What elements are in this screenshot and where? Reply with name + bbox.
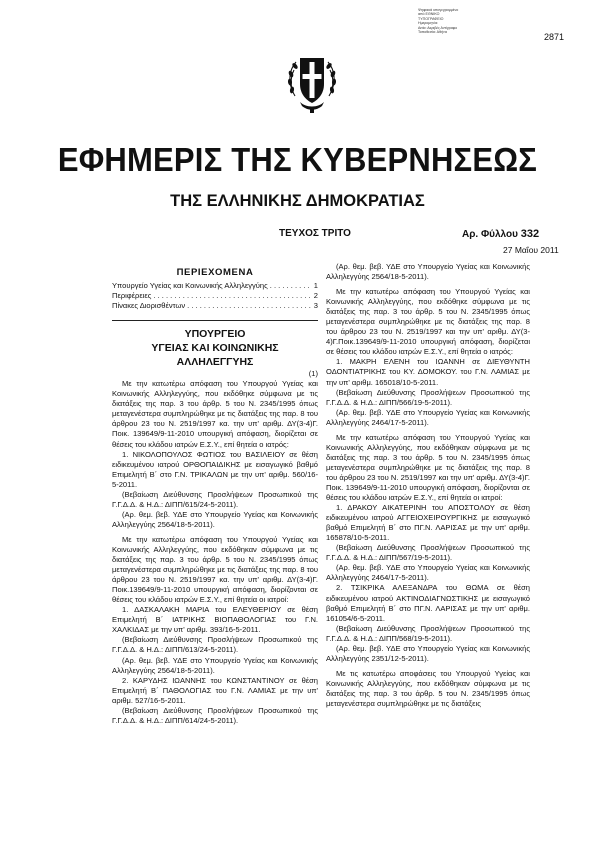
digital-signature-stamp [418, 8, 482, 34]
toc-item-text: Υπουργείο Υγείας και Κοινωνικής Αλληλεγγύης [112, 281, 268, 291]
stamp-line: Ημερομηνία: [418, 21, 439, 26]
contents-title: ΠΕΡΙΕΧΟΜΕΝΑ [176, 267, 254, 278]
paragraph: (Αρ. θεμ. βεβ. ΥΔΕ στο Υπουργείο Υγείας και Κοινωνικής Αλληλεγγύης 2564/18-5-2011). [326, 262, 530, 282]
toc-item[interactable] [112, 291, 318, 301]
paragraph: (Αρ. θεμ. βεβ. ΥΔΕ στο Υπουργείο Υγείας και Κοινωνικής Αλληλεγγύης 2564/18-5-2011). [112, 655, 318, 675]
toc-leader [270, 281, 312, 291]
ministry-heading [112, 327, 318, 369]
paragraph: 1. ΔΑΣΚΑΛΑΚΗ ΜΑΡΙΑ του ΕΛΕΥΘΕΡΙΟΥ σε θέση Επιμελητή Β΄ ΙΑΤΡΙΚΗΣ ΒΙΟΠΑΘΟΛΟΓΙΑΣ του Γ.Ν. ΧΑΛΚΙΔΑΣ με την υπ' αριθμ. 393/16-5-2011. [112, 605, 318, 635]
stamp-line: από ΕΘΝΙΚΟ [418, 12, 440, 17]
paragraph: Με την κατωτέρω απόφαση του Υπουργού Υγείας και Κοινωνικής Αλληλεγγύης, που εκδόθηκαν σύμφωνα με τις διατάξεις της παρ. 3 του άρθρ. 5 του Ν. 2345/1995 όπως μεταγενέστερα συμπληρώθηκε με τις διατάξεις της παρ. 8 του άρθρου 23 του Ν. 2519/1997 και την υπ' αριθμ. ΔΥ(3-4)Γ. Ποικ. 139649/9-11-2010 υπουργική απόφαση, διορίζονται σε θέσεις του κλάδου ιατρών Ε.Σ.Υ., επί θητεία οι ιατροί: [326, 432, 530, 503]
left-column [112, 262, 318, 726]
greek-coat-of-arms-icon [286, 52, 338, 116]
paragraph: 1. ΜΑΚΡΗ ΕΛΕΝΗ του ΙΩΑΝΝΗ σε ΔΙΕΥΘΥΝΤΗ ΟΔΟΝΤΙΑΤΡΙΚΗΣ του ΚΥ. ΔΟΜΟΚΟΥ. του Γ.Ν. ΛΑΜΙΑΣ με την υπ' αριθμ. 165018/10-5-2011. [326, 357, 530, 387]
paragraph: Με την κατωτέρω απόφαση του Υπουργού Υγείας και Κοινωνικής Αλληλεγγύης, που εκδόθηκε σύμφωνα με τις διατάξεις της παρ. 3 του άρθρ. 5 του Ν. 2345/1995 όπως μεταγενέστερα συμπληρώθηκε με τις διατάξεις της παρ. 8 του άρθρου 23 του Ν. 2519/1997 κα. την υπ' αριθμ. ΔΥ(3-4)Γ. Ποικ. 139649/9-11-2010 υπουργική απόφαση, διορίζεται σε θέσεις του κλάδου ιατρών Ε.Σ.Υ., επί θητεία ο ιατρός: [112, 379, 318, 449]
toc-item-page: 3 [313, 301, 318, 311]
gazette-title: ΕΦΗΜΕΡΙΣ ΤΗΣ ΚΥΒΕΡΝΗΣΕΩΣ [57, 140, 538, 179]
paragraph: 2. ΤΣΙΚΡΙΚΑ ΑΛΕΞΑΝΔΡΑ του ΘΩΜΑ σε θέση ειδικευμένου ιατρού ΑΚΤΙΝΟΔΙΑΓΝΩΣΤΙΚΗΣ με εισαγωγικό βαθμό Επιμελητή Β΄ στο ΠΓ.Ν. ΛΑΡΙΣΑΣ με την υπ' αριθμ. 161054/6-5-2011. [326, 583, 530, 623]
paragraph: 1. ΝΙΚΟΛΟΠΟΥΛΟΣ ΦΩΤΙΟΣ του ΒΑΣΙΛΕΙΟΥ σε θέση ειδικευμένου ιατρού ΟΡΘΟΠΑΙΔΙΚΗΣ με εισαγωγικό βαθμό Επιμελητή Β΄ στο Γ.Ν. ΤΡΙΚΑΛΩΝ με την υπ' αριθμ. 560/16-5-2011. [112, 449, 318, 489]
paragraph: Με τις κατωτέρω αποφάσεις του Υπουργού Υγείας και Κοινωνικής Αλληλεγγύης, που εκδόθηκαν σύμφωνα με τις διατάξεις της παρ. 3 του άρθρ. 5 του Ν. 2345/1995 όπως μεταγενέστερα συμπληρώθηκε με τις διατάξεις [326, 668, 530, 708]
paragraph: (Αρ. θεμ. βεβ. ΥΔΕ στο Υπουργείο Υγείας και Κοινωνικής Αλληλεγγύης 2464/17-5-2011). [326, 563, 530, 583]
paragraph: (Βεβαίωση Διεύθυνσης Προσλήψεων Προσωπικού της Γ.Γ.Δ.Δ. & Η.Δ.: ΔΙΠΠ/568/19-5-2011). [326, 623, 530, 643]
toc-item-page: 2 [313, 291, 318, 301]
ministry-heading-line: ΥΓΕΙΑΣ ΚΑΙ ΚΟΙΝΩΝΙΚΗΣ ΑΛΛΗΛΕΓΓΥΗΣ [151, 342, 279, 369]
stamp-line: Αιτία: Ακριβές Αντίγραφο [418, 25, 458, 30]
paragraph: 2. ΚΑΡΥΔΗΣ ΙΩΑΝΝΗΣ του ΚΩΝΣΤΑΝΤΙΝΟΥ σε θέση Επιμελητή Β΄ ΠΑΘΟΛΟΓΙΑΣ του Γ.Ν. ΛΑΜΙΑΣ με την υπ' αριθμ. 527/16-5-2011. [112, 675, 318, 705]
toc-item[interactable] [112, 281, 318, 291]
stamp-line: Τοποθεσία: Αθήνα [418, 30, 447, 35]
sheet-number-value: 332 [520, 228, 540, 240]
paragraph: (Βεβαίωση Διεύθυνσης Προσλήψεων Προσωπικού της Γ.Γ.Δ.Δ. & Η.Δ.: ΔΙΠΠ/567/19-5-2011). [326, 543, 530, 563]
sheet-number-label: Αρ. Φύλλου [462, 229, 518, 240]
toc-leader [153, 291, 311, 301]
paragraph: Με την κατωτέρω απόφαση του Υπουργού Υγείας και Κοινωνικής Αλληλεγγύης, που εκδόθηκε σύμφωνα με τις διατάξεις της παρ. 3 του άρθρ. 5 του Ν. 2345/1995 όπως μεταγενέστερα συμπληρώθηκε με τις διατάξεις της παρ. 8 του άρθρου 23 του Ν. 2519/1997 και την υπ' αριθμ. ΔΥ(3-4)Γ.Ποικ.139649/9-11-2010 υπουργική απόφαση, διορίζεται σε θέσεις του κλάδου ιατρών Ε.Σ.Υ., επί θητεία ο ιατρός: [326, 287, 530, 357]
issue-date: 27 Μαΐου 2011 [503, 245, 559, 255]
gazette-subtitle: ΤΗΣ ΕΛΛΗΝΙΚΗΣ ΔΗΜΟΚΡΑΤΙΑΣ [170, 192, 425, 210]
paragraph: (Αρ. θεμ. βεβ. ΥΔΕ στο Υπουργείο Υγείας και Κοινωνικής Αλληλεγγύης 2351/12-5-2011). [326, 643, 530, 663]
paragraph: (Αρ. θεμ. βεβ. ΥΔΕ στο Υπουργείο Υγείας και Κοινωνικής Αλληλεγγύης 2564/18-5-2011). [112, 509, 318, 529]
section-divider [112, 320, 318, 321]
paragraph: (Βεβαίωση Διεύθυνσης Προσλήψεων Προσωπικού της Γ.Γ.Δ.Δ. & Η.Δ.: ΔΙΠΠ/614/24-5-2011). [112, 705, 318, 725]
stamp-line: Ψηφιακά υπογεγραμμένο [418, 8, 459, 12]
left-column-body [112, 369, 318, 726]
paragraph: (Βεβαίωση Διεύθυνσης Προσλήψεων Προσωπικού της Γ.Γ.Δ.Δ. & Η.Δ.: ΔΙΠΠ/615/24-5-2011). [112, 489, 318, 509]
paragraph: (Βεβαίωση Διεύθυνσης Προσλήψεων Προσωπικού της Γ.Γ.Δ.Δ. & Η.Δ.: ΔΙΠΠ/613/24-5-2011). [112, 635, 318, 655]
toc-leader [187, 301, 312, 311]
stamp-line: ΤΥΠΟΓΡΑΦΕΙΟ [418, 16, 444, 21]
toc-item-text: Περιφέρειες [112, 291, 152, 301]
paragraph: 1. ΔΡΑΚΟΥ ΑΙΚΑΤΕΡΙΝΗ του ΑΠΟΣΤΟΛΟΥ σε θέση ειδικευμένου ιατρού ΑΓΓΕΙΟΧΕΙΡΟΥΡΓΙΚΗΣ με εισαγωγικό βαθμό Επιμελητή Β΄ στο ΠΓ.Ν. ΛΑΡΙΣΑΣ με την υπ' αριθμ. 165878/10-5-2011. [326, 503, 530, 543]
toc-item-text: Πίνακες Διορισθέντων [112, 301, 186, 311]
paragraph: (1) [308, 369, 318, 379]
right-column [326, 262, 530, 709]
paragraph: (Αρ. θεμ. βεβ. ΥΔΕ στο Υπουργείο Υγείας και Κοινωνικής Αλληλεγγύης 2464/17-5-2011). [326, 407, 530, 427]
toc-item-page: 1 [313, 281, 318, 291]
sheet-number [462, 228, 539, 240]
ministry-heading-line: ΥΠΟΥΡΓΕΙΟ [184, 328, 246, 341]
paragraph: (Βεβαίωση Διεύθυνσης Προσλήψεων Προσωπικού της Γ.Γ.Δ.Δ. & Η.Δ.: ΔΙΠΠ/566/19-5-2011). [326, 387, 530, 407]
paragraph: Με την κατωτέρω απόφαση του Υπουργού Υγείας και Κοινωνικής Αλληλεγγύης, που εκδόθηκαν σύμφωνα με τις διατάξεις της παρ. 3 του άρθρ. 5 του Ν. 2345/1995 όπως μεταγενέστερα συμπληρώθηκε με τις διατάξεις της παρ. 8 του άρθρου 23 του Ν. 2519/1997 κα. την υπ' αριθμ. ΔΥ(3-4)Γ. Ποικ.139649/9-11-2010 υπουργική απόφαση, διορίζονται σε θέσεις του κλάδου ιατρών Ε.Σ.Υ., επί θητεία οι ιατροί: [112, 534, 318, 605]
toc-item[interactable] [112, 301, 318, 311]
page-number: 2871 [544, 32, 565, 42]
right-column-body [326, 262, 530, 709]
issue-series: ΤΕΥΧΟΣ ΤΡΙΤΟ [279, 228, 351, 239]
